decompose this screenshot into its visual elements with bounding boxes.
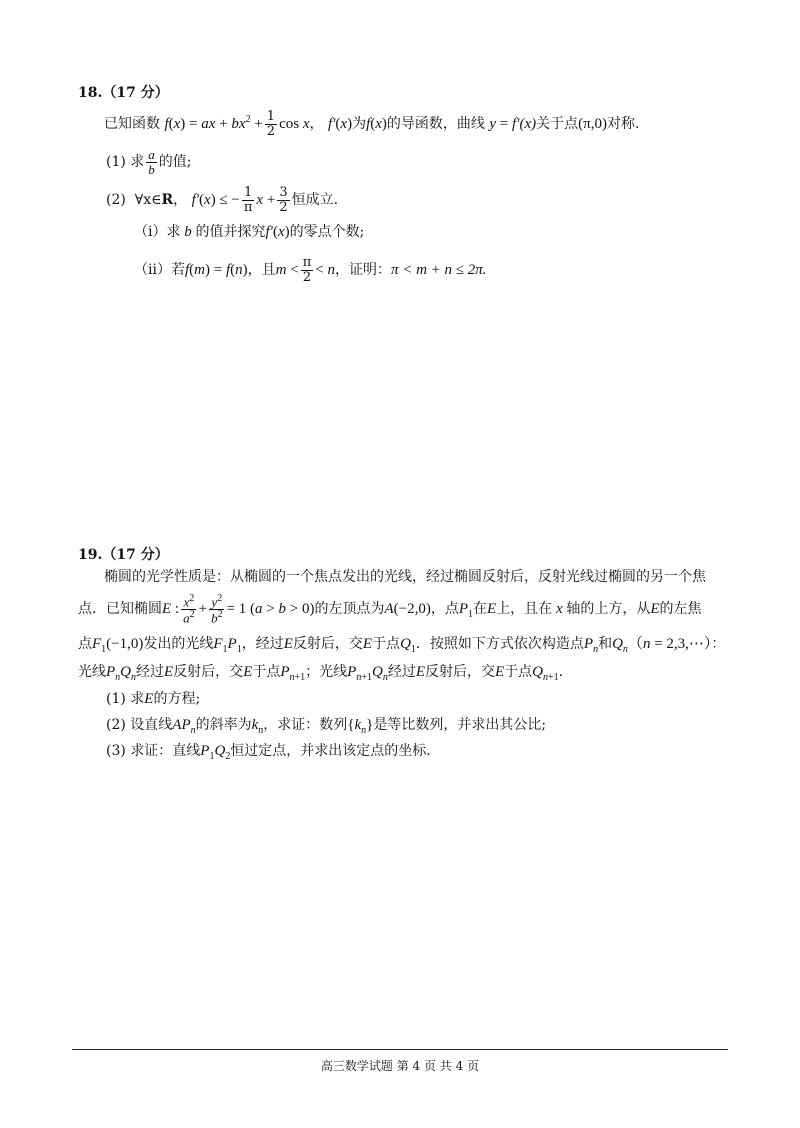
- q18-fx-def: f(x) = ax + $bx^2$ +: [164, 114, 263, 132]
- q18-header: [78, 86, 169, 100]
- q18-part1: [106, 148, 192, 176]
- q18-part1-tag: (1): [106, 154, 126, 171]
- q19-line2: 点．已知椭圆E : $\frac{x^2}{a^2}$ + $\frac{y^2}{b^2}$ = 1 (a > b > 0)的左顶点为A(−2,0)，点$P_1$在E上，且在 x 轴的上方，从E的左焦: [78, 592, 702, 625]
- q18-proof-target: π < m + n ≤ 2π.: [390, 262, 487, 279]
- footer-divider: [72, 1049, 728, 1050]
- page-footer: 高三数学试题 第 4 页 共 4 页: [320, 1059, 480, 1073]
- q18-a-over-b: $\frac{a}{b}$: [148, 147, 155, 177]
- q18-part1-text-b: 的值;: [158, 154, 192, 171]
- q19-part1: (1) 求E的方程;: [106, 691, 201, 707]
- q18-point: (π,0): [578, 116, 607, 132]
- q19-line3: 点$F_1(-1,0)$发出的光线$F_1P_1$，经过E反射后，交E于点$Q_1$．按照如下方式依次构造点$P_n$和$Q_n(n$ = 2,3,⋯）：: [78, 636, 726, 655]
- q18-score: （17 分）: [102, 85, 169, 101]
- q18-part2: (2) ∀x∈R， f′(x) ≤ − $\frac{1}{\pi}$ x + $\frac{3}{2}$ 恒成立.: [106, 185, 339, 215]
- q18-half-fraction: $\frac{1}{2}$: [266, 108, 276, 139]
- q18-part2-ii: （ⅱ）若f(m) = f(n)，且m < $\frac{\pi}{2}$ < n，证明：π < m + n ≤ 2π.: [134, 255, 487, 285]
- q18-part2-ii-tag: （ⅱ）: [134, 262, 171, 279]
- q19-number: 19.: [78, 547, 103, 563]
- q18-number: 18.: [78, 85, 103, 101]
- q19-part3-tag: (3): [106, 743, 126, 759]
- q18-intro-text-c: 的导函数，曲线: [386, 116, 485, 132]
- q18-intro: 已知函数 f(x) = ax + $bx^2$ + $\frac{1}{2}$ cos x， f′(x)为f(x)的导函数，曲线 y = f′(x)关于点(π,0)对称.: [104, 108, 640, 139]
- q19-line4: 光线$P_nQ_n$经过E反射后，交E于点$P_{n+1}$；光线$P_{n+1}Q_n$经过E反射后，交E于点$Q_{n+1}$．: [78, 664, 573, 683]
- q19-part3: (3) 求证：直线$P_1Q_2$恒过定点，并求出该定点的坐标.: [106, 743, 431, 762]
- q18-intro-text-d: 关于点: [536, 116, 579, 132]
- q18-part1-text-a: 求: [130, 154, 145, 171]
- q19-part1-tag: (1): [106, 691, 126, 707]
- q18-inequality: f′(x) ≤ −: [191, 192, 240, 209]
- q18-part2-tag: (2): [106, 192, 126, 209]
- q18-intro-text-e: 对称.: [606, 116, 640, 132]
- q18-fprime: f′(x): [327, 116, 353, 132]
- q18-real-set: R: [161, 192, 174, 209]
- q18-part2-text-c: 恒成立.: [291, 192, 339, 209]
- q18-forall: ∀x∈: [134, 192, 162, 209]
- q18-intro-text-a: 已知函数: [104, 116, 160, 132]
- q19-header: [78, 548, 169, 562]
- q18-curve: y = f′(x): [489, 116, 537, 132]
- q19-score: （17 分）: [102, 547, 169, 563]
- q18-intro-text-b: 为: [352, 116, 367, 132]
- q19-part2-tag: (2): [106, 717, 126, 733]
- q18-part2-i: （ⅰ）求 b 的值并探究f′(x)的零点个数;: [134, 224, 365, 240]
- q18-part2-i-tag: （ⅰ）: [134, 224, 167, 240]
- q19-part2: (2) 设直线$AP_n$的斜率为$k_n$，求证：数列$\{k_n\}$是等比数列，并求出其公比;: [106, 717, 547, 736]
- q19-line1: 椭圆的光学性质是：从椭圆的一个焦点发出的光线，经过椭圆反射后，反射光线过椭圆的另一个焦: [104, 569, 706, 585]
